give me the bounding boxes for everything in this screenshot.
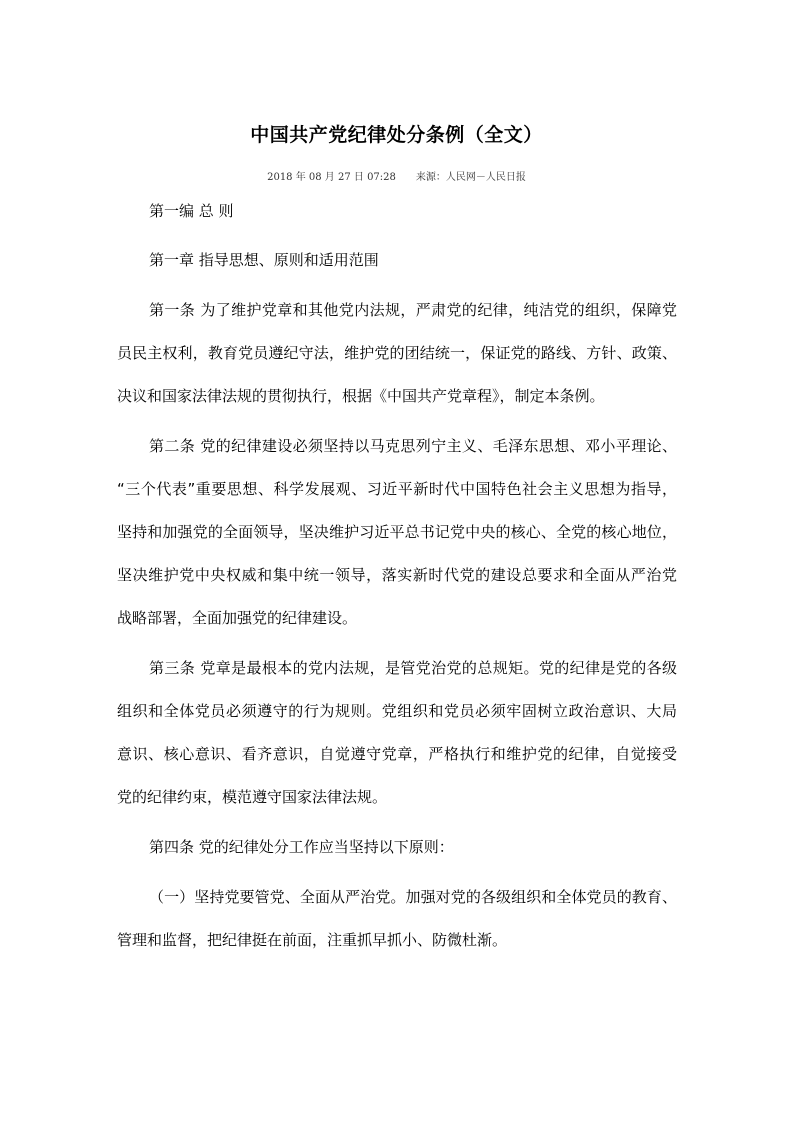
article-3-line-3: 意识、核心意识、看齐意识，自觉遵守党章，严格执行和维护党的纪律，自觉接受 bbox=[117, 745, 677, 763]
item-1-line-2: 管理和监督，把纪律挺在前面，注重抓早抓小、防微杜渐。 bbox=[117, 931, 508, 949]
article-2-line-5: 战略部署，全面加强党的纪律建设。 bbox=[117, 609, 358, 627]
source-label: 来源：人民网－人民日报 bbox=[415, 172, 526, 183]
article-2-line-3: 坚持和加强党的全面领导，坚决维护习近平总书记党中央的核心、全党的核心地位， bbox=[117, 523, 677, 541]
article-4-line-1: 第四条 党的纪律处分工作应当坚持以下原则： bbox=[149, 838, 454, 856]
article-2-line-4: 坚决维护党中央权威和集中统一领导，落实新时代党的建设总要求和全面从严治党 bbox=[117, 566, 677, 584]
article-1-line-1: 第一条 为了维护党章和其他党内法规，严肃党的纪律，纯洁党的组织，保障党 bbox=[149, 301, 677, 319]
article-3-line-1: 第三条 党章是最根本的党内法规，是管党治党的总规矩。党的纪律是党的各级 bbox=[149, 659, 677, 677]
article-2-line-1: 第二条 党的纪律建设必须坚持以马克思列宁主义、毛泽东思想、邓小平理论、 bbox=[149, 437, 677, 455]
article-3-line-4: 党的纪律约束，模范遵守国家法律法规。 bbox=[117, 788, 388, 806]
item-1-line-1: （一）坚持党要管党、全面从严治党。加强对党的各级组织和全体党员的教育、 bbox=[149, 888, 677, 906]
document-title: 中国共产党纪律处分条例（全文） bbox=[250, 124, 543, 146]
document-meta bbox=[0, 171, 793, 185]
article-1-line-3: 决议和国家法律法规的贯彻执行，根据《中国共产党章程》，制定本条例。 bbox=[117, 387, 605, 405]
publish-date: 2018 年 08 月 27 日 07:28 bbox=[267, 172, 396, 183]
article-3-line-2: 组织和全体党员必须遵守的行为规则。党组织和党员必须牢固树立政治意识、大局 bbox=[117, 702, 677, 720]
chapter-heading: 第一章 指导思想、原则和适用范围 bbox=[149, 251, 379, 269]
article-1-line-2: 员民主权利，教育党员遵纪守法，维护党的团结统一，保证党的路线、方针、政策、 bbox=[117, 344, 677, 362]
part-heading: 第一编 总 则 bbox=[149, 202, 234, 220]
article-2-line-2: “三个代表”重要思想、科学发展观、习近平新时代中国特色社会主义思想为指导， bbox=[117, 480, 677, 498]
